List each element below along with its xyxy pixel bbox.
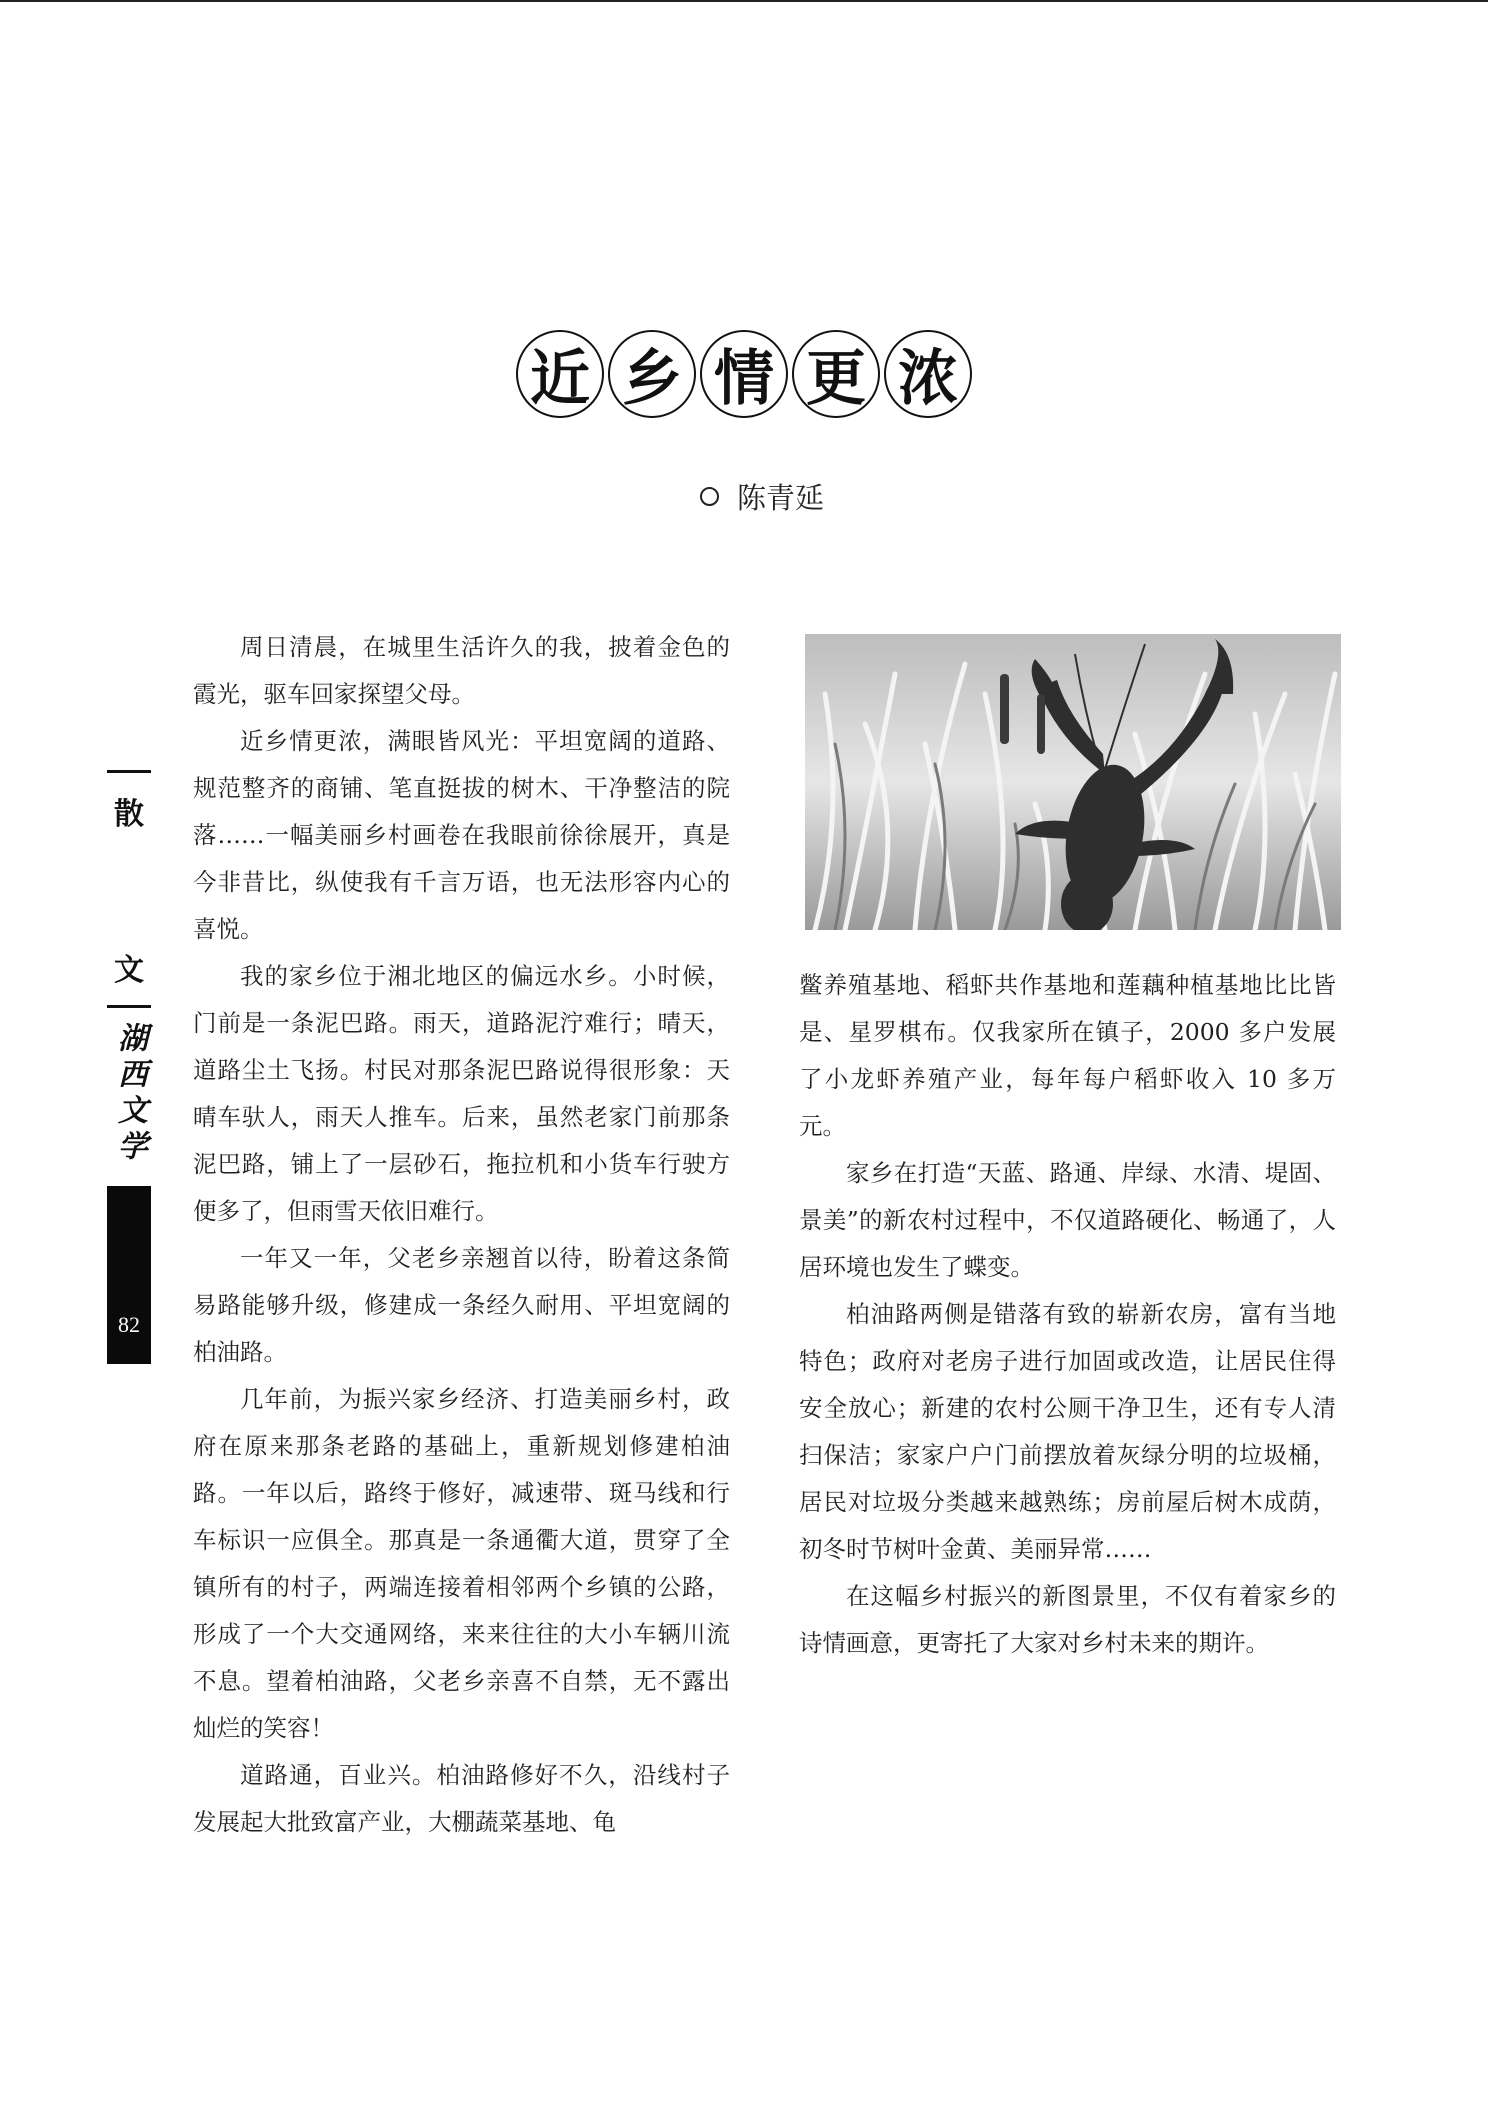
paragraph-continuation: 鳖养殖基地、稻虾共作基地和莲藕种植基地比比皆是、星罗棋布。仅我家所在镇子，2000 多户发展了小龙虾养殖产业，每年每户稻虾收入 10 多万元。 — [799, 971, 1336, 1140]
crayfish-in-grass-image — [805, 634, 1341, 930]
page-number: 82 — [118, 1312, 140, 1337]
author-byline — [700, 476, 824, 517]
paragraph: 家乡在打造“天蓝、路通、岸绿、水清、堤固、景美”的新农村过程中，不仅道路硬化、畅通了，人居环境也发生了蝶变。 — [799, 1159, 1336, 1281]
journal-name: 湖西文学 — [112, 1022, 147, 1166]
divider — [107, 1005, 151, 1008]
section-label — [107, 770, 151, 1364]
page-number-block — [107, 1186, 151, 1364]
paragraph: 柏油路两侧是错落有致的崭新农房，富有当地特色；政府对老房子进行加固或改造，让居民住得安全放心；新建的农村公厕干净卫生，还有专人清扫保洁；家家户户门前摆放着灰绿分明的垃圾桶，居民对垃圾分类越来越熟练；房前屋后树木成荫，初冬时节树叶金黄、美丽异常…… — [799, 1300, 1336, 1563]
paragraph: 一年又一年，父老乡亲翘首以待，盼着这条简易路能够升级，修建成一条经久耐用、平坦宽阔的柏油路。 — [193, 1244, 730, 1366]
paragraph: 我的家乡位于湘北地区的偏远水乡。小时候，门前是一条泥巴路。雨天，道路泥泞难行；晴天，道路尘土飞扬。村民对那条泥巴路说得很形象：天晴车驮人，雨天人推车。后来，虽然老家门前那条泥巴路，铺上了一层砂石，拖拉机和小货车行驶方便多了，但雨雪天依旧难行。 — [193, 962, 730, 1225]
paragraph: 几年前，为振兴家乡经济、打造美丽乡村，政府在原来那条老路的基础上，重新规划修建柏油路。一年以后，路终于修好，减速带、斑马线和行车标识一应俱全。那真是一条通衢大道，贯穿了全镇所有的村子，两端连接着相邻两个乡镇的公路，形成了一个大交通网络，来来往往的大小车辆川流不息。望着柏油路，父老乡亲喜不自禁，无不露出灿烂的笑容！ — [193, 1385, 730, 1742]
paragraph: 道路通，百业兴。柏油路修好不久，沿线村子发展起大批致富产业，大棚蔬菜基地、龟 — [193, 1761, 730, 1836]
circle-icon — [700, 487, 719, 506]
right-column — [799, 962, 1336, 1667]
paragraph: 周日清晨，在城里生活许久的我，披着金色的霞光，驱车回家探望父母。 — [193, 633, 730, 708]
article-title — [0, 330, 1488, 418]
left-column — [193, 624, 730, 1846]
section-char: 散 — [114, 797, 144, 832]
title-char: 更 — [792, 330, 880, 418]
section-char: 文 — [114, 953, 144, 988]
title-char: 乡 — [608, 330, 696, 418]
author-name: 陈青延 — [737, 481, 825, 515]
title-char: 情 — [700, 330, 788, 418]
paragraph: 在这幅乡村振兴的新图景里，不仅有着家乡的诗情画意，更寄托了大家对乡村未来的期许。 — [799, 1582, 1336, 1657]
title-char: 浓 — [884, 330, 972, 418]
divider — [107, 770, 151, 773]
top-rule — [0, 0, 1488, 2]
paragraph: 近乡情更浓，满眼皆风光：平坦宽阔的道路、规范整齐的商铺、笔直挺拔的树木、干净整洁的院落……一幅美丽乡村画卷在我眼前徐徐展开，真是今非昔比，纵使我有千言万语，也无法形容内心的喜悦。 — [193, 727, 730, 943]
crayfish-photo — [805, 634, 1341, 930]
title-char: 近 — [516, 330, 604, 418]
